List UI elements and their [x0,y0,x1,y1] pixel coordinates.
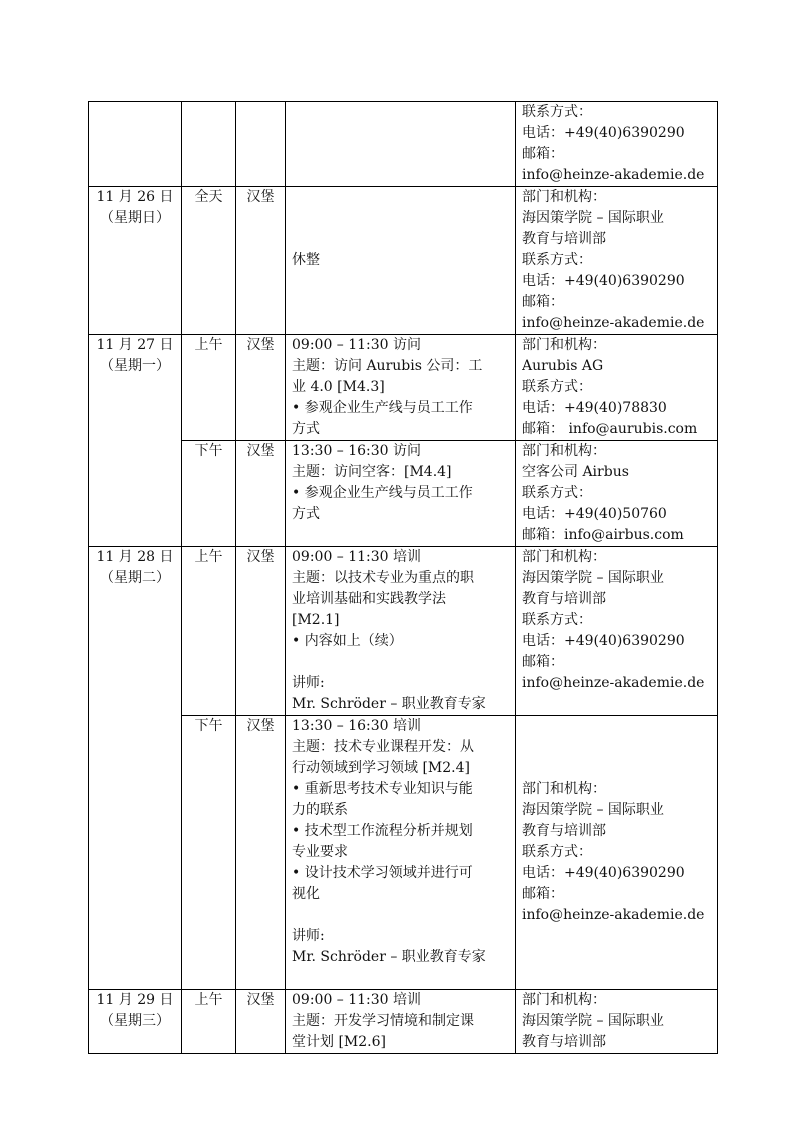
activity-line: 业 4.0 [M4.3] [292,379,385,395]
contact-line: 邮箱： [522,886,564,902]
contact-line: 邮箱：info@airbus.com [522,527,684,543]
activity-line: [M2.1] [292,612,340,628]
activity-cell [286,547,516,716]
activity-cell [286,335,516,441]
contact-line: 空客公司 Airbus [522,464,629,480]
activity-cell [286,187,516,335]
activity-line: 方式 [292,506,320,522]
contact-line: 联系方式： [522,104,592,120]
date-label: 11 月 26 日 [96,189,174,205]
date-cell [89,990,182,1054]
city-cell: 汉堡 [236,990,286,1054]
slot-cell: 上午 [182,335,236,441]
activity-line: 主题：访问空客：[M4.4] [292,464,452,480]
date-label: 11 月 29 日 [96,992,174,1008]
activity-line: 09:00 – 11:30 培训 [292,549,422,565]
date-cell [89,335,182,547]
activity-line: 09:00 – 11:30 培训 [292,992,422,1008]
activity-line: 堂计划 [M2.6] [292,1034,386,1050]
activity-line: 09:00 – 11:30 访问 [292,337,422,353]
contact-line: 部门和机构： [522,992,606,1008]
contact-line: info@heinze-akademie.de [522,167,705,183]
contact-line: 部门和机构： [522,781,606,797]
contact-line: 教育与培训部 [522,823,606,839]
activity-cell [286,716,516,990]
contact-line: 海因策学院 – 国际职业 [522,802,664,818]
contact-line: 教育与培训部 [522,231,606,247]
date-label: 11 月 27 日 [96,337,174,353]
activity-line: 行动领域到学习领域 [M2.4] [292,760,470,776]
activity-line: 13:30 – 16:30 访问 [292,443,422,459]
contact-line: 电话：+49(40)6390290 [522,865,685,881]
activity-line: 专业要求 [292,844,348,860]
contact-line: 联系方式： [522,252,592,268]
slot-cell: 全天 [182,187,236,335]
lecturer-name: Mr. Schröder – 职业教育专家 [292,949,486,965]
date-cell [89,547,182,990]
contact-line: 邮箱： [522,146,564,162]
city-cell: 汉堡 [236,441,286,547]
activity-line: 方式 [292,421,320,437]
slot-cell: 上午 [182,547,236,716]
date-label: 11 月 28 日 [96,549,174,565]
contact-line: 海因策学院 – 国际职业 [522,570,664,586]
weekday-label: （星期一） [100,358,170,374]
city-cell: 汉堡 [236,335,286,441]
contact-line: 联系方式： [522,379,592,395]
activity-line: • 设计技术学习领域并进行可 [292,865,473,881]
contact-line: 部门和机构： [522,443,606,459]
activity-line: • 参观企业生产线与员工工作 [292,400,473,416]
contact-line: 部门和机构： [522,337,606,353]
activity-line: • 参观企业生产线与员工工作 [292,485,473,501]
activity-line: 13:30 – 16:30 培训 [292,718,422,734]
table-row [89,102,718,187]
city-cell: 汉堡 [236,187,286,335]
date-cell [89,102,182,187]
activity-line: 视化 [292,886,320,902]
activity-cell [286,990,516,1054]
spacer [292,905,509,926]
contact-line: 联系方式： [522,844,592,860]
date-cell [89,187,182,335]
contact-line: 电话：+49(40)6390290 [522,125,685,141]
contact-cell [516,102,718,187]
weekday-label: （星期三） [100,1013,170,1029]
contact-line: 部门和机构： [522,549,606,565]
activity-line: 主题：开发学习情境和制定课 [292,1013,474,1029]
contact-cell [516,990,718,1054]
slot-cell [182,102,236,187]
contact-cell [516,187,718,335]
table-row [89,716,718,990]
contact-line: 教育与培训部 [522,1034,606,1050]
activity-cell [286,102,516,187]
city-cell [236,102,286,187]
activity-line: 业培训基础和实践教学法 [292,591,446,607]
table-row [89,441,718,547]
activity-line: 主题：以技术专业为重点的职 [292,570,474,586]
lecturer-label: 讲师: [292,928,325,944]
contact-cell [516,335,718,441]
activity-line: 力的联系 [292,802,348,818]
activity-line: • 内容如上（续） [292,633,403,649]
contact-line: 教育与培训部 [522,591,606,607]
contact-line: Aurubis AG [522,358,604,374]
contact-line: 电话：+49(40)6390290 [522,273,685,289]
schedule-table [88,101,718,1054]
table-row [89,335,718,441]
contact-line: 海因策学院 – 国际职业 [522,1013,664,1029]
table-row [89,990,718,1054]
contact-line: 邮箱： [522,294,564,310]
contact-line: 联系方式： [522,485,592,501]
contact-line: 邮箱： [522,654,564,670]
activity-line: • 重新思考技术专业知识与能 [292,781,473,797]
contact-cell [516,547,718,716]
spacer [292,652,509,673]
contact-cell [516,716,718,990]
contact-line: 电话：+49(40)78830 [522,400,667,416]
contact-line: 海因策学院 – 国际职业 [522,210,664,226]
lecturer-name: Mr. Schröder – 职业教育专家 [292,696,486,712]
slot-cell: 下午 [182,441,236,547]
slot-cell: 下午 [182,716,236,990]
contact-line: info@heinze-akademie.de [522,315,705,331]
activity-line: 主题：访问 Aurubis 公司：工 [292,358,483,374]
table-row [89,187,718,335]
slot-cell: 上午 [182,990,236,1054]
activity-cell [286,441,516,547]
city-cell: 汉堡 [236,716,286,990]
contact-line: 邮箱： info@aurubis.com [522,421,698,437]
contact-line: 联系方式： [522,612,592,628]
activity-line: • 技术型工作流程分析并规划 [292,823,473,839]
contact-line: 电话：+49(40)6390290 [522,633,685,649]
activity-line: 休整 [292,252,320,268]
contact-line: 电话：+49(40)50760 [522,506,667,522]
contact-line: info@heinze-akademie.de [522,907,705,923]
city-cell: 汉堡 [236,547,286,716]
contact-line: 部门和机构： [522,189,606,205]
lecturer-label: 讲师: [292,675,325,691]
activity-line: 主题：技术专业课程开发：从 [292,739,474,755]
contact-line: info@heinze-akademie.de [522,675,705,691]
table-row [89,547,718,716]
weekday-label: （星期日） [100,210,170,226]
contact-cell [516,441,718,547]
weekday-label: （星期二） [100,570,170,586]
